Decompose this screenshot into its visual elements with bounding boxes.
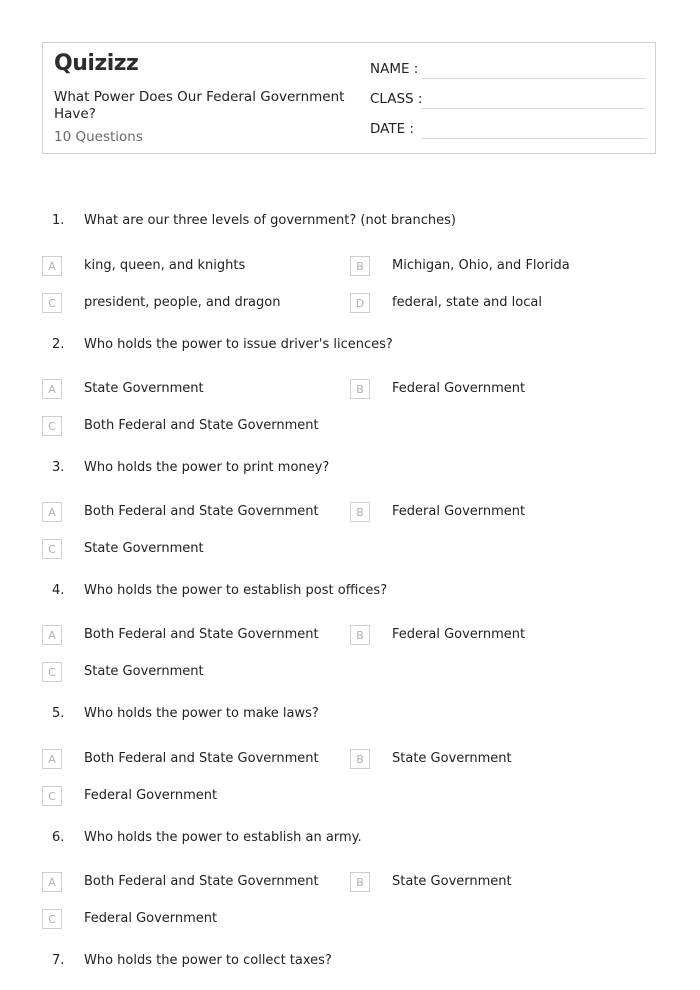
question-5 — [0, 706, 700, 726]
question-count: 10 Questions — [54, 129, 143, 145]
option-letter: C — [42, 416, 62, 436]
option-letter: A — [42, 749, 62, 769]
date-line[interactable] — [421, 138, 646, 139]
option-letter: A — [42, 502, 62, 522]
question-4 — [0, 583, 700, 603]
option-letter: A — [42, 872, 62, 892]
question-number: 6. — [52, 830, 65, 845]
question-number: 4. — [52, 583, 65, 598]
option-letter: A — [42, 256, 62, 276]
quizizz-logo: Quizizz — [54, 51, 139, 76]
class-label: CLASS : — [370, 91, 423, 107]
option-text: Both Federal and State Government — [84, 504, 319, 519]
question-6 — [0, 830, 700, 850]
option-letter: B — [350, 502, 370, 522]
option-text: Both Federal and State Government — [84, 874, 319, 889]
question-text: Who holds the power to issue driver's licences? — [84, 337, 393, 352]
question-3 — [0, 460, 700, 480]
option-letter: B — [350, 749, 370, 769]
option-letter: C — [42, 539, 62, 559]
option-text: Michigan, Ohio, and Florida — [392, 258, 570, 273]
question-text: Who holds the power to collect taxes? — [84, 953, 332, 968]
option-letter: B — [350, 256, 370, 276]
option-letter: B — [350, 872, 370, 892]
question-1 — [0, 213, 700, 233]
option-letter: C — [42, 786, 62, 806]
question-number: 2. — [52, 337, 65, 352]
option-text: State Government — [84, 541, 204, 556]
option-letter: C — [42, 662, 62, 682]
question-text: Who holds the power to print money? — [84, 460, 330, 475]
question-number: 7. — [52, 953, 65, 968]
option-text: State Government — [84, 381, 204, 396]
option-text: king, queen, and knights — [84, 258, 246, 273]
question-text: Who holds the power to make laws? — [84, 706, 319, 721]
option-text: Both Federal and State Government — [84, 751, 319, 766]
question-number: 3. — [52, 460, 65, 475]
option-text: Federal Government — [392, 381, 526, 396]
option-text: State Government — [392, 874, 512, 889]
date-label: DATE : — [370, 121, 414, 137]
worksheet-title: What Power Does Our Federal Government Have? — [54, 89, 345, 122]
question-text: Who holds the power to establish post offices? — [84, 583, 388, 598]
option-text: Federal Government — [84, 911, 218, 926]
option-text: Both Federal and State Government — [84, 627, 319, 642]
option-text: Federal Government — [392, 504, 526, 519]
name-label: NAME : — [370, 61, 419, 77]
name-line[interactable] — [421, 78, 646, 79]
option-letter: A — [42, 625, 62, 645]
option-text: president, people, and dragon — [84, 295, 281, 310]
worksheet-header — [42, 42, 656, 154]
option-letter: C — [42, 909, 62, 929]
option-letter: C — [42, 293, 62, 313]
option-letter: B — [350, 625, 370, 645]
question-number: 5. — [52, 706, 65, 721]
question-2 — [0, 337, 700, 357]
option-letter: B — [350, 379, 370, 399]
class-line[interactable] — [421, 108, 646, 109]
option-text: federal, state and local — [392, 295, 542, 310]
option-letter: D — [350, 293, 370, 313]
question-7 — [0, 953, 700, 973]
option-text: State Government — [392, 751, 512, 766]
option-text: Both Federal and State Government — [84, 418, 319, 433]
option-text: Federal Government — [84, 788, 218, 803]
question-text: Who holds the power to establish an army. — [84, 830, 362, 845]
option-text: State Government — [84, 664, 204, 679]
option-text: Federal Government — [392, 627, 526, 642]
option-letter: A — [42, 379, 62, 399]
question-text: What are our three levels of government? (not branches) — [84, 213, 456, 228]
question-number: 1. — [52, 213, 65, 228]
